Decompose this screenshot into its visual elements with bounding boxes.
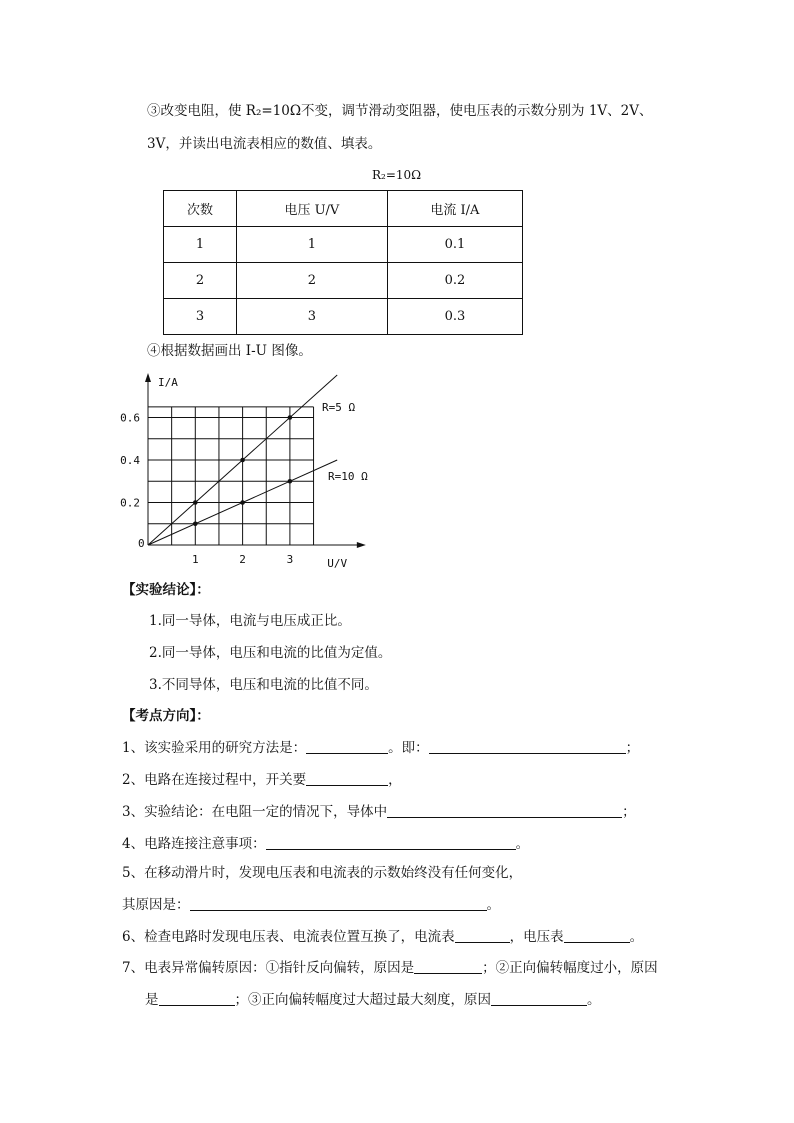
- y-tick-label: 0.4: [120, 454, 140, 467]
- answer-blank[interactable]: [266, 835, 516, 850]
- data-point: [240, 500, 245, 505]
- table-header-row: [164, 191, 523, 227]
- origin-label: 0: [138, 537, 145, 550]
- answer-blank[interactable]: [190, 896, 487, 911]
- q7-text: 是: [145, 992, 159, 1008]
- q7-text: 7、电表异常偏转原因：①指针反向偏转，原因是: [122, 960, 415, 976]
- answer-blank[interactable]: [564, 928, 630, 943]
- y-axis-arrow: [145, 373, 151, 382]
- data-table: [163, 190, 523, 335]
- table-cell: 1: [236, 227, 387, 263]
- table-cell: 2: [236, 263, 387, 299]
- q2-text: ，: [388, 772, 402, 788]
- chart-grid: [148, 407, 314, 545]
- x-axis-arrow: [357, 542, 366, 548]
- y-axis-label: I/A: [158, 376, 178, 389]
- data-point: [288, 415, 293, 420]
- table-cell: 0.1: [387, 227, 522, 263]
- table-row: [164, 263, 523, 299]
- q4-text: 4、电路连接注意事项：: [122, 836, 266, 852]
- table-row: [164, 299, 523, 335]
- answer-blank[interactable]: [491, 991, 587, 1006]
- question-7: [122, 958, 658, 978]
- q6-text: 。: [629, 929, 644, 945]
- q3-text: 3、实验结论：在电阻一定的情况下，导体中: [122, 804, 388, 820]
- header-cell: 次数: [164, 191, 237, 227]
- iu-chart: [110, 370, 390, 575]
- question-2: [122, 770, 402, 790]
- series-label: R=5 Ω: [322, 401, 356, 414]
- x-axis-label: U/V: [327, 557, 348, 570]
- header-cell: 电压 U/V: [236, 191, 387, 227]
- question-1: [122, 738, 639, 758]
- table-row: [164, 227, 523, 263]
- table-cell: 1: [164, 227, 237, 263]
- graph-instruction: ④根据数据画出 I-U 图像。: [147, 343, 312, 359]
- answer-blank[interactable]: [455, 928, 510, 943]
- table-caption: R₂=10Ω: [372, 168, 422, 182]
- data-point: [193, 500, 198, 505]
- q2-text: 2、电路在连接过程中，开关要: [122, 772, 307, 788]
- question-3: [122, 802, 636, 822]
- exam-heading: 【考点方向】：: [122, 708, 210, 724]
- x-tick-label: 3: [286, 553, 294, 566]
- question-5: 5、在移动滑片时，发现电压表和电流表的示数始终没有任何变化，: [122, 865, 523, 881]
- q1-text: 1、该实验采用的研究方法是：: [122, 740, 307, 756]
- answer-blank[interactable]: [414, 959, 482, 974]
- q1-text: ；: [625, 740, 640, 756]
- conclusion-item: 2.同一导体，电压和电流的比值为定值。: [149, 645, 392, 661]
- q7-text: 。: [587, 992, 601, 1008]
- q5-text: 。: [486, 897, 500, 913]
- data-point: [193, 521, 198, 526]
- table-cell: 3: [164, 299, 237, 335]
- question-7-cont: [145, 990, 601, 1010]
- series-label: R=10 Ω: [328, 470, 368, 483]
- x-tick-label: 2: [239, 553, 246, 566]
- data-point: [240, 458, 245, 463]
- q7-text: ；②正向偏转幅度过小，原因: [482, 960, 658, 976]
- q7-text: ；③正向偏转幅度过大超过最大刻度，原因: [234, 992, 491, 1008]
- conclusion-heading: 【实验结论】：: [122, 582, 210, 598]
- answer-blank[interactable]: [306, 771, 388, 786]
- q4-text: 。: [515, 836, 530, 852]
- question-6: [122, 927, 643, 947]
- q1-text: 。即：: [388, 740, 429, 756]
- question-4: [122, 834, 529, 854]
- q3-text: ；: [622, 804, 636, 820]
- y-tick-label: 0.2: [120, 496, 140, 510]
- answer-blank[interactable]: [306, 739, 388, 754]
- question-5-reason: [122, 895, 500, 915]
- table-cell: 0.3: [387, 299, 522, 335]
- y-tick-label: 0.6: [120, 411, 140, 425]
- x-tick-label: 1: [191, 553, 199, 566]
- table-cell: 2: [164, 263, 237, 299]
- answer-blank[interactable]: [429, 739, 626, 754]
- conclusion-item: 1.同一导体，电流与电压成正比。: [149, 613, 351, 629]
- conclusion-item: 3.不同导体，电压和电流的比值不同。: [149, 677, 378, 693]
- intro-line-1: ③改变电阻，使 R₂=10Ω不变，调节滑动变阻器，使电压表的示数分别为 1V、2V、: [147, 103, 653, 119]
- intro-line-2: 3V，并读出电流表相应的数值、填表。: [147, 136, 382, 152]
- header-cell: 电流 I/A: [387, 191, 522, 227]
- q6-text: 6、检查电路时发现电压表、电流表位置互换了，电流表: [122, 929, 455, 945]
- answer-blank[interactable]: [387, 803, 622, 818]
- q6-text: ，电压表: [509, 929, 564, 945]
- table-cell: 3: [236, 299, 387, 335]
- data-point: [288, 479, 293, 484]
- answer-blank[interactable]: [159, 991, 235, 1006]
- table-cell: 0.2: [387, 263, 522, 299]
- q5-text: 其原因是：: [122, 897, 190, 913]
